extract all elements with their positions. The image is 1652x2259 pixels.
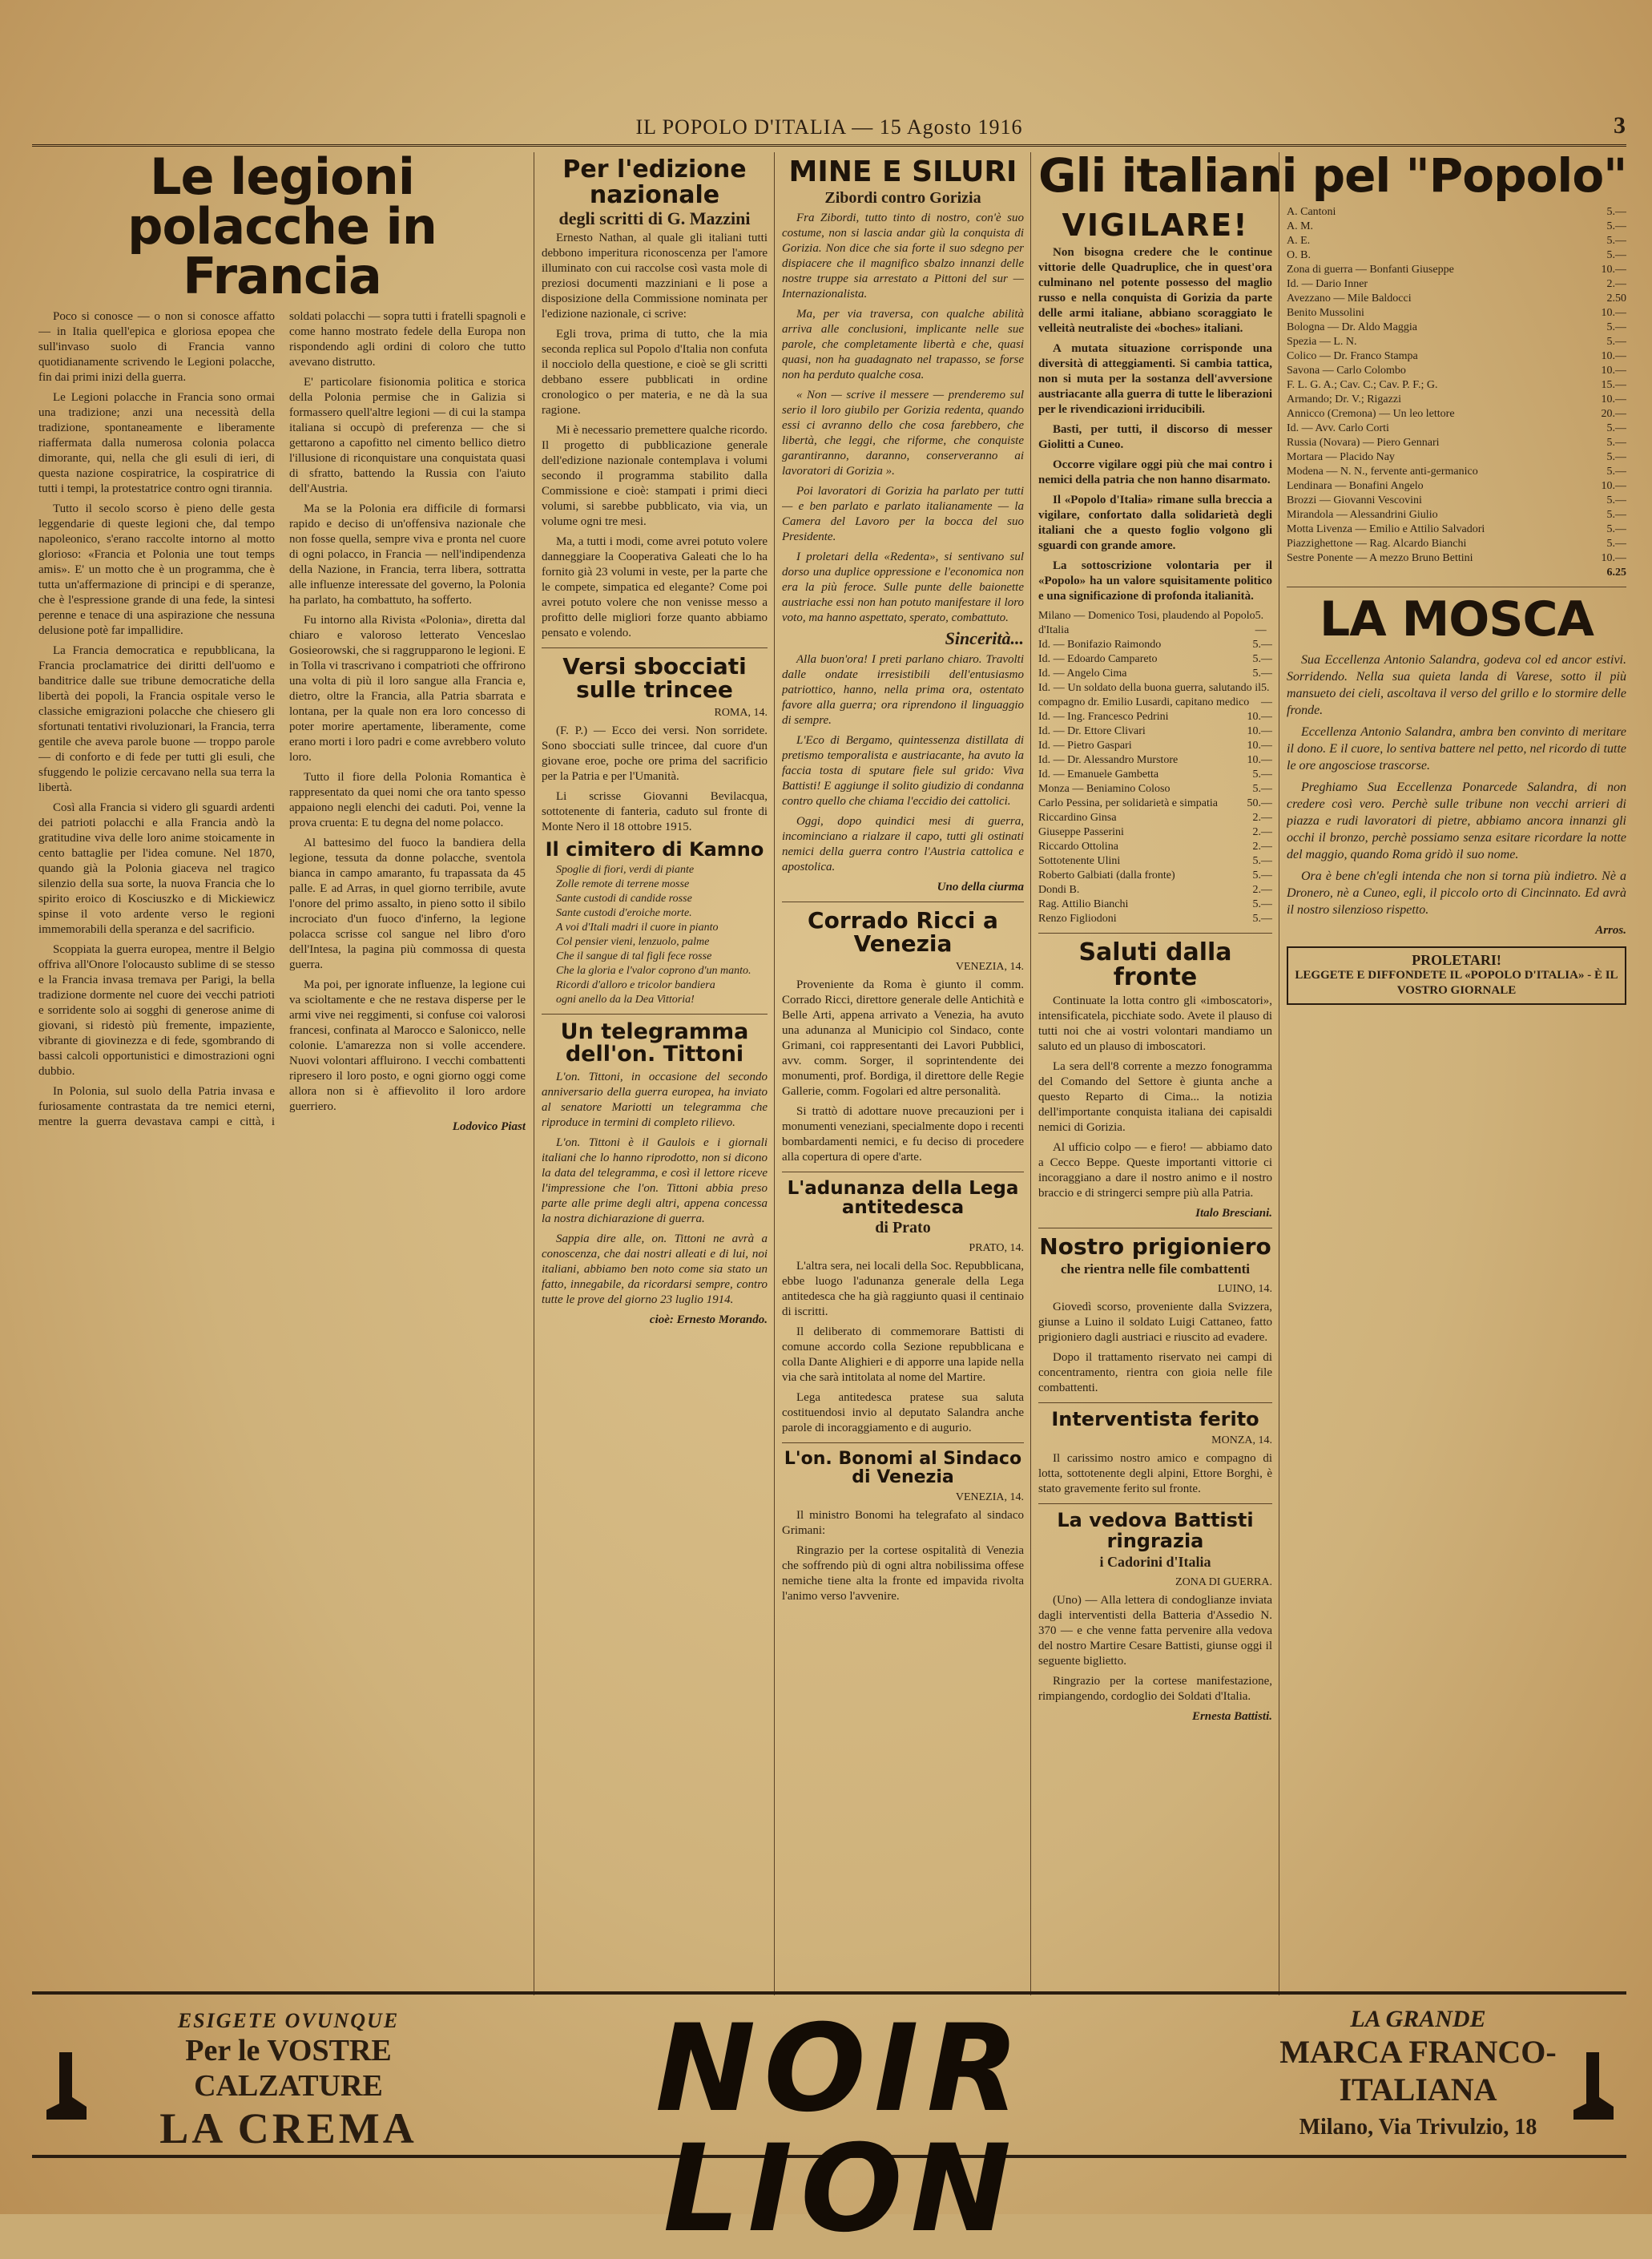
headline: Le legioni polacche in Francia	[127, 152, 437, 305]
list-item: Annicco (Cremona) — Un leo lettore 20.—	[1287, 408, 1626, 420]
page-header	[32, 112, 1626, 144]
paragraph: Il carissimo nostro amico e compagno di lotta, sottotenente degli alpini, Ettore Borghi, è stato gravemente ferito sul fronte.	[1038, 1452, 1272, 1496]
list-item: Sottotenente Ulini 5.—	[1038, 854, 1272, 867]
paragraph: Oggi, dopo quindici mesi di guerra, incominciano a rialzare il capo, tutti gli ostinati nemici della guerra contro l'Austria cattolica e apostolica.	[782, 814, 1024, 873]
column-divider	[1030, 152, 1031, 1995]
paragraph: Il «Popolo d'Italia» rimane sulla breccia a vigilare, confortato dalla solidarietà degli italiani che a questo foglio volgono gli sguardi con grande amore.	[1038, 493, 1272, 552]
paragraph: Ora è bene ch'egli intenda che non si torna più indietro. Nè a Dronero, nè a Cuneo, egli, il piccolo orto di Cincinnato. Ed avrà il nostro silenzioso rispetto.	[1287, 869, 1626, 917]
paragraph: La sottoscrizione volontaria per il «Popolo» ha un valore squisitamente politico e una significazione di profonda italianità.	[1038, 559, 1272, 603]
column-3	[782, 152, 1024, 1987]
list-item: F. L. G. A.; Cav. C.; Cav. P. F.; G. 15.—	[1287, 379, 1626, 391]
separator	[542, 1014, 768, 1015]
box-text: LEGGETE E DIFFONDETE IL «POPOLO D'ITALIA» - È IL VOSTRO GIORNALE	[1295, 969, 1618, 997]
headline-saluti: Saluti dalla fronte	[1078, 938, 1232, 992]
list-item: Motta Livenza — Emilio e Attilio Salvadori 5.—	[1287, 523, 1626, 535]
paragraph: Proveniente da Roma è giunto il comm. Corrado Ricci, direttore generale delle Antichità e Belle Arti, appena arrivato a Venezia, ha avuto una adunanza al Municipio col Sindaco, conte Grimani, coi rappresentanti dei Lavori Pubblici, avv. comm. Sorger, il soprintendente dei monumenti, prof. Bordiga, il direttore delle Regie Gallerie, comm. Fogolari ed altre personalità.	[782, 978, 1024, 1098]
list-item: Piazzighettone — Rag. Alcardo Bianchi 5.—	[1287, 538, 1626, 550]
paragraph: Preghiamo Sua Eccellenza Ponarcede Salandra, di non credere così vero. Perchè sulle tribune non vecchi arrieri di piazza e rudi lavoratori di pietre, abbiamo ancora innanzi gli occhi il bronzo, perchè possiamo senza esitare ricordare la notte del maggio, quando Roma gridò il suo nome.	[1287, 781, 1626, 861]
paragraph: L'altra sera, nei locali della Soc. Repubblicana, ebbe luogo l'adunanza generale della Lega antitedesca che ha già raggiunto quasi il centinaio di iscritti.	[782, 1259, 1024, 1318]
list-item: Id. — Angelo Cima 5.—	[1038, 667, 1272, 680]
paragraph: Fu intorno alla Rivista «Polonia», diretta dal chiaro e valoroso letterato Venceslao Gosieorowski, che si raggrupparono le legioni. E in Tolla vi trascrivano i compatrioti che offrirono una volta di più il loro sangue alla Francia e, dietro, oltre la Francia, alla Patria sbarrata e lontana, per la quale non era loro concesso di poter morire apertamente, liberamente, come erano morti i loro padri e come avrebbero voluto loro.	[289, 614, 526, 764]
list-item: Modena — N. N., fervente anti-germanico 5.—	[1287, 466, 1626, 478]
paragraph: Sappia dire alle, on. Tittoni ne avrà a conoscenza, che dai nostri alleati e di lui, noi italiani, abbiamo ben noto come sia stato un fatto, innegabile, da ricordarsi sempre, contro tutte le prove del giorno 23 luglio 1914.	[542, 1232, 768, 1306]
headline-corrado-ricci: Corrado Ricci a Venezia	[808, 906, 998, 958]
column-2	[542, 152, 768, 1987]
headline-la-mosca: LA MOSCA	[1320, 591, 1594, 647]
list-item: Id. — Avv. Carlo Corti 5.—	[1287, 422, 1626, 434]
ad-right-line1: LA GRANDE	[1350, 2006, 1486, 2032]
paragraph: Poi lavoratori di Gorizia ha parlato per tutti — e ben parlato e parlato italianamente — la Camera del Lavoro per la bocca del suo Presidente.	[782, 484, 1024, 543]
headline-versi: Versi sbocciati sulle trincee	[562, 653, 747, 704]
subscription-list	[1287, 205, 1626, 580]
boot-icon	[1570, 2051, 1615, 2123]
list-item: Benito Mussolini 10.—	[1287, 307, 1626, 319]
ad-right-line3: Milano, Via Trivulzio, 18	[1299, 2115, 1537, 2140]
section-title-sincerita: Sincerità...	[945, 627, 1024, 648]
separator	[1038, 1503, 1272, 1504]
paragraph: Ma, per via traversa, con qualche abilità arriva alle conclusioni, implicante nelle sue parole, che completamente libertà e che, quasi quasi, non ha guadagnato nel trapasso, se forse non ha perduto qualche cosa.	[782, 307, 1024, 381]
byline: Arros.	[1595, 924, 1626, 937]
dateline: VENEZIA, 14.	[955, 960, 1024, 973]
ad-brand-name: NOIR LION	[655, 1999, 1028, 2259]
paragraph: Poco si conosce — o non si conosce affatto — in Italia quell'epica e gloriosa epopea che sull'invaso suolo di Francia vanno quotidianamente scrivendo le Legioni polacche, fin dai primi inizi della guerra.	[38, 310, 275, 384]
list-item: A. E. 5.—	[1287, 235, 1626, 247]
paragraph: Dopo il trattamento riservato nei campi di concentramento, rientra con gioia nelle file combattenti.	[1038, 1351, 1272, 1395]
separator	[1038, 1402, 1272, 1403]
headline-vedova-battisti: La vedova Battisti ringrazia	[1057, 1509, 1254, 1552]
paragraph: Egli trova, prima di tutto, che la mia seconda replica sul Popolo d'Italia non confuta il nocciolo della questione, e cioè se gli scritti debbano essere pubblicati in ordine cronologico o per materia, e ne dà la sua ragione.	[542, 328, 768, 417]
ad-left-block	[120, 2009, 457, 2153]
proletari-box	[1287, 946, 1626, 1005]
paragraph: Mi è necessario premettere qualche ricordo. Il progetto di pubblicazione generale dell'edizione nazionale contemplava i volumi secondo il programma stabilito dalla Commissione e cioè: stampati i primi dieci volumi, si sarebbe pubblicato, via via, un volume ogni tre mesi.	[542, 424, 768, 528]
byline: Lodovico Piast	[452, 1120, 526, 1133]
column-5	[1287, 205, 1626, 1987]
poem-line: Spoglie di fiori, verdi di piante	[556, 863, 695, 876]
paragraph: (Uno) — Alla lettera di condoglianze inviata dagli interventisti della Batteria d'Assedio N. 370 — e che venne fatta pervenire alla vedova del nostro Martire Cesare Battisti, giunse oggi il seguente biglietto.	[1038, 1593, 1272, 1668]
headline-vigilare: VIGILARE!	[1062, 208, 1249, 243]
ad-left-line1: ESIGETE OVUNQUE	[177, 2009, 400, 2032]
paragraph: La sera dell'8 corrente a mezzo fonogramma del Comando del Settore è giunta anche a questo Reparto di Cima... la notizia dell'importante conquista italiana dei capisaldi nemici di Gorizia.	[1038, 1059, 1272, 1134]
list-item: Mirandola — Alessandrini Giulio 5.—	[1287, 509, 1626, 521]
paragraph: Fra Zibordi, tutto tinto di nostro, con'è suo costume, non si lascia andar giù la conquista di Gorizia. Non dice che sia forte il suo sdegno per dispiacere che il magnifico sbalzo innanzi delle nostre truppe sia arrestato a Pittoni del sur — Internazionalista.	[782, 211, 1024, 301]
paragraph: Basti, per tutti, il discorso di messer Giolitti a Cuneo.	[1038, 422, 1272, 451]
paragraph: In Polonia, sul suolo della Patria invasa e furiosamente contrastata da tre nemici eterni, mentre la guerra devastava campi e città, i soldati polacchi — sopra tutti i fratelli spagnoli e come hanno mostrato fedele della Europa non rispondendo agli ordini di coloro che tutto avevano distrutto.	[38, 310, 526, 1128]
byline: cioè: Ernesto Morando.	[649, 1313, 768, 1326]
headline-prigioniero: Nostro prigioniero	[1039, 1232, 1271, 1260]
header-rule	[32, 144, 1626, 147]
headline-mine-siluri: MINE E SILURI	[788, 155, 1017, 188]
list-item: Roberto Galbiati (dalla fronte) 5.—	[1038, 869, 1272, 881]
subheadline: di Prato	[875, 1218, 931, 1236]
list-item: Zona di guerra — Bonfanti Giuseppe 10.—	[1287, 264, 1626, 276]
subheadline: che rientra nelle file combattenti	[1060, 1261, 1251, 1277]
masthead-line: IL POPOLO D'ITALIA — 15 Agosto 1916	[635, 115, 1023, 139]
headline-mazzini: Per l'edizione nazionale	[562, 155, 747, 209]
list-item: Id. — Emanuele Gambetta 5.—	[1038, 768, 1272, 781]
list-item: Id. — Dr. Ettore Clivari 10.—	[1038, 724, 1272, 737]
list-item: Id. — Un soldato della buona guerra, salutando il compagno dr. Emilio Lusardi, capitano medico 5.—	[1038, 681, 1272, 708]
list-item: Brozzi — Giovanni Vescovini 5.—	[1287, 494, 1626, 506]
ad-left-line2: Per le VOSTRE CALZATURE	[185, 2034, 392, 2103]
paragraph: Ma poi, per ignorate influenze, la legione cui va scioltamente e che ne restava disperse per le armi vive nei reggimenti, si confuse coi valorosi francesi, confinata al Marocco e Salonicco, nelle colonie. L'amarezza non si volle accendere. Nuovi volontari affluirono. I vecchi combattenti ripresero il loro posto, e ogni giorno oggi come allora non si è affievolito il loro ardore guerriero.	[289, 978, 526, 1113]
list-item: Id. — Pietro Gaspari 10.—	[1038, 739, 1272, 752]
separator	[782, 1442, 1024, 1443]
list-item: Bologna — Dr. Aldo Maggia 5.—	[1287, 321, 1626, 333]
separator	[542, 647, 768, 648]
list-item: Monza — Beniamino Coloso 5.—	[1038, 782, 1272, 795]
paragraph: L'on. Tittoni, in occasione del secondo anniversario della guerra europea, ha inviato al senatore Mariotti un telegramma che riproduce in termini di completo rilievo.	[542, 1070, 768, 1129]
paragraph: (F. P.) — Ecco dei versi. Non sorridete. Sono sbocciati sulle trincee, dal cuore d'un giovane eroe, poche ore prima del sacrificio per la Patria e per l'Umanità.	[542, 724, 768, 783]
column-4	[1038, 205, 1272, 1987]
paragraph: Al ufficio colpo — e fiero! — abbiamo dato a Cecco Beppe. Queste importanti vittorie ci incoraggiano a dare il nostro animo e il nostro braccio e di stringerci sempre più alla Patria.	[1038, 1140, 1272, 1200]
paragraph: Ringrazio per la cortese manifestazione, rimpiangendo, cordoglio dei Soldati d'Italia.	[1038, 1674, 1272, 1703]
paragraph: Eccellenza Antonio Salandra, ambra ben convinto di meritare il dono. E il cuore, lo sentiva battere nel petto, nel ricordo di tutte le ore angosciose trascorse.	[1287, 725, 1626, 772]
paragraph: Li scrisse Giovanni Bevilacqua, sottotenente di fanteria, caduto sul fronte di Monte Nero il 18 ottobre 1915.	[542, 789, 768, 833]
paragraph: « Non — scrive il messere — prenderemo sul serio il loro giubilo per Gorizia redenta, quando essi ci avranno dello che cosa farebbero, che libertà, che leggi, che riforme, che conquiste garantiranno, daranno, conserveranno ai lavoratori di Gorizia ».	[782, 388, 1024, 478]
list-item: Colico — Dr. Franco Stampa 10.—	[1287, 350, 1626, 362]
poem-line: Sante custodi di candide rosse	[556, 892, 692, 905]
list-item: Id. — Bonifazio Raimondo 5.—	[1038, 638, 1272, 651]
paragraph: Scoppiata la guerra europea, mentre il Belgio offriva all'Onore l'olocausto sublime di se stesso e la Francia invasa tremava per Parigi, la bella tradizione dormente nel cuore dei vecchi patrioti e sorridente solo ai sogghi di generose anime di giovani, si ridestò più fremente, impaziente, vibrante di giovinezza e di fede, sgombrando di bassi calcoli opportunistici e dimostrazioni ogni dubbio.	[38, 943, 275, 1078]
dateline: ROMA, 14.	[714, 706, 768, 719]
dateline: VENEZIA, 14.	[955, 1491, 1024, 1504]
paragraph: Così alla Francia si videro gli sguardi ardenti dei patrioti polacchi e alla Francia andò la gratitudine viva delle loro anime stoicamente in cento battaglie per l'idea comune. Nel 1870, quando già la Polonia giaceva nel tragico silenzio della sua sorte, la nuova Francia che lo spirito eroico di Kosciuszko e di Mickiewicz spinse il voto ardente verso le regioni immemorabili della speranza e del sacrificio.	[38, 801, 275, 936]
poem-line: Col pensier vieni, lenzuolo, palme	[556, 935, 710, 948]
paragraph: Lega antitedesca pratese sua saluta costituendosi invio al deputato Salandra anche parole di incoraggiamento e di augurio.	[782, 1390, 1024, 1434]
list-item: Russia (Novara) — Piero Gennari 5.—	[1287, 437, 1626, 449]
list-item: Renzo Figliodoni 5.—	[1038, 912, 1272, 925]
list-item: Lendinara — Bonafini Angelo 10.—	[1287, 480, 1626, 492]
ad-left-line3: LA CREMA	[159, 2104, 417, 2152]
ad-right-line2: MARCA FRANCO-ITALIANA	[1279, 2034, 1557, 2108]
paragraph: Al battesimo del fuoco la bandiera della legione, tessuta da donne polacche, sventola bianca in campo amaranto, fu trapassata da 45 palle. E ad Arras, in quel giorno terribile, avute l'onore del primo assalto, in pieno sotto il sibilo incrociato d'un fuoco d'inferno, la legione polacca scrisse col sangue nel libro d'oro dell'Intesa, la pagina più commossa di questa guerra.	[289, 837, 526, 971]
list-item: Id. — Dr. Alessandro Murstore 10.—	[1038, 753, 1272, 766]
paragraph: Ringrazio per la cortese ospitalità di Venezia che soffrendo più di ogni altra nobilissima offese nemiche tiene alta la fronte ed impavida rivolta l'animo verso l'avvenire.	[782, 1544, 1024, 1603]
list-item: O. B. 5.—	[1287, 249, 1626, 261]
article-legioni-polacche	[38, 152, 526, 1987]
poem-title: Il cimitero di Kamno	[545, 837, 764, 861]
list-item: Rag. Attilio Bianchi 5.—	[1038, 898, 1272, 910]
list-item: Armando; Dr. V.; Rigazzi 10.—	[1287, 393, 1626, 405]
poem-line: A voi d'Itali madri il cuore in pianto	[556, 921, 719, 934]
poem-line: Che la gloria e l'valor coprono d'un manto.	[556, 964, 751, 977]
headline-italiani-popolo: Gli italiani pel "Popolo"	[1038, 152, 1627, 203]
paragraph: Tutto il fiore della Polonia Romantica è rappresentato da quei nomi che ora tanto spesso appaiono negli elenchi dei caduti. Poi, venne la prova cruenta: E tu degna del nome polacco.	[289, 771, 526, 829]
separator	[1038, 933, 1272, 934]
list-item: Giuseppe Passerini 2.—	[1038, 825, 1272, 838]
paragraph: Ernesto Nathan, al quale gli italiani tutti debbono imperitura riconoscenza per l'amore illuminato con cui raccolse così vasta mole di preziosi documenti mazziniani e li pose a disposizione della Commissione nominata per l'edizione nazionale, ci scrive:	[542, 232, 768, 321]
paragraph: Continuate la lotta contro gli «imboscatori», intensificatela, picchiate sodo. Avete il plauso di tutti noi che ai vostri volontari mandiamo un saluto ed un plauso di imboscatori.	[1038, 994, 1272, 1053]
poem-line: Che il sangue di tal figli fece rosse	[556, 950, 712, 962]
byline: Uno della ciurma	[937, 880, 1024, 894]
column-divider	[774, 152, 775, 1995]
poem	[556, 863, 768, 1007]
headline-bonomi: L'on. Bonomi al Sindaco di Venezia	[784, 1448, 1022, 1487]
paragraph: Le Legioni polacche in Francia sono ormai una tradizione; anzi una necessità della tradizione, spontaneamente e liberamente riaffermata dalla numerosa colonia polacca dimorante, qui, nella che gli esuli di ieri, di questa nazione cospiratrice, la cospiratrice di tutti i tempi, la protestatrice contro ogni tirannia.	[38, 391, 275, 495]
poem-line: Sante custodi d'eroiche morte.	[556, 906, 692, 919]
list-item: Id. — Edoardo Campareto 5.—	[1038, 652, 1272, 665]
paragraph: Non bisogna credere che le continue vittorie delle Quadruplice, che in quest'ora culminano nel potente possesso del maglio russo e nella conquista di Gorizia da parte delle armi italiane, abbiano scoraggiato le velleità neutraliste dei «boches» italiani.	[1038, 245, 1272, 335]
paragraph: Ma se la Polonia era difficile di formarsi rapido e deciso di un'offensiva nazionale che non fosse quella, sempre viva e pronta nel cuore di ogni polacco, in Francia — nell'indipendenza della Nazione, in Francia, terra libera, sottratta alle influenze interessate del governo, la Polonia ha parlato, ha combattuto, ha sofferto.	[289, 502, 526, 607]
list-item: Id. — Ing. Francesco Pedrini 10.—	[1038, 710, 1272, 723]
subheadline: degli scritti di G. Mazzini	[558, 208, 751, 228]
list-item: Riccardo Ottolina 2.—	[1038, 840, 1272, 853]
dateline: ZONA DI GUERRA.	[1175, 1575, 1272, 1588]
list-total: 6.25	[1606, 567, 1626, 579]
paragraph: Sua Eccellenza Antonio Salandra, godeva col ed ancor estivi. Sorridendo. Nella sua quieta landa di Varese, sotto il più mansueto dei cieli, ascoltava il verso del grillo e lo stormire delle fronde.	[1287, 653, 1626, 717]
ad-right-block	[1234, 2006, 1602, 2140]
list-item: Dondi B. 2.—	[1038, 883, 1272, 896]
list-item: Id. — Dario Inner 2.—	[1287, 278, 1626, 290]
page-number: 3	[1614, 112, 1626, 139]
subheadline: Zibordi contro Gorizia	[824, 188, 981, 207]
paragraph: Si trattò di adottare nuove precauzioni per i monumenti veneziani, specialmente dopo i recenti bombardamenti nemici, e fu deciso di procedere alla copertura di opere d'arte.	[782, 1104, 1024, 1164]
list-item: Savona — Carlo Colombo 10.—	[1287, 365, 1626, 377]
list-item: A. M. 5.—	[1287, 220, 1626, 232]
subheadline: i Cadorini d'Italia	[1099, 1553, 1211, 1570]
dateline: MONZA, 14.	[1211, 1434, 1272, 1447]
headline-tittoni: Un telegramma dell'on. Tittoni	[560, 1019, 749, 1067]
boot-icon	[43, 2051, 88, 2123]
paragraph: La Francia democratica e repubblicana, la Francia proclamatrice dei diritti dell'uomo e banditrice dalle sue tribune democratiche della libertà dei popoli, la Francia ospitale verso le classiche emigrazioni polacche che chiesero gli sfortunati tentativi rivoluzionari, la Francia, terra gentile che aveva parole buone — troppo parole — di conforto e di fede per tutti gli esuli, che sfuggendo le polizie cercavano nella sua terra la libertà.	[38, 644, 275, 794]
paragraph: E' particolare fisionomia politica e storica della Polonia permise che in Galizia si formassero quell'altre legioni — di cui la stampa italiana si occupò di preferenza — che si gettarono a capofitto nel cimento bellico dietro l'illusione di riconquistare una conquistata quasi di sfratto, battendo la Russia con l'aiuto dell'Austria.	[289, 376, 526, 495]
paragraph: Ma, a tutti i modi, come avrei potuto volere danneggiare la Cooperativa Galeati che lo ha fornito già 23 volumi in veste, per la parte che le compete, simpatica ed elegante? Come poi avrei potuto volere che non venisse messo a profitto delle migliori forze quanto abbiamo pensato e volendo.	[542, 535, 768, 639]
paragraph: Tutto il secolo scorso è pieno delle gesta leggendarie di queste legioni che, dal tempo napoleonico, s'erano raccolte intorno al motto glorioso: «Francia et Polonia une tout temps amis». E' un motto che è un programma, che è tutta un'affermazione di principi e di speranze, che è l'espressione grande di una fede, la sintesi perenne e tenace di una aspirazione che nessuna delusione potè far impallidire.	[38, 502, 275, 637]
paragraph: Giovedì scorso, proveniente dalla Svizzera, giunse a Luino il soldato Luigi Cattaneo, fatto prigioniero dagli austriaci e riuscito ad evadere.	[1038, 1301, 1272, 1345]
paragraph: L'on. Tittoni è il Gaulois e i giornali italiani che lo hanno riprodotto, non si dicono la data del telegramma, e così il lettore riceve l'impressione che l'on. Tittoni abbia preso parte alle prime degli altri, appena concessa la nostra dichiarazione di guerra.	[542, 1136, 768, 1225]
list-item: Spezia — L. N. 5.—	[1287, 336, 1626, 348]
paragraph: Occorre vigilare oggi più che mai contro i nemici della patria che non hanno disarmato.	[1038, 458, 1272, 486]
paragraph: L'Eco di Bergamo, quintessenza distillata di pretismo temporalista e austriacante, ha avuto la faccia tosta di sputare fiele sul grido: Viva Battisti! E aggiunge il solito giudizio di condanna contro quello che chiama l'eccidio dei cattolici.	[782, 733, 1024, 808]
dateline: LUINO, 14.	[1217, 1283, 1272, 1296]
paragraph: Alla buon'ora! I preti parlano chiaro. Travolti dalle ondate irresistibili dell'entusiasmo patriottico, hanno, nella prima ora, ostentato favore alla guerra; ora riprendono il linguaggio di sempre.	[782, 652, 1024, 727]
list-item: Carlo Pessina, per solidarietà e simpatia 50.—	[1038, 797, 1272, 809]
byline: Ernesta Battisti.	[1191, 1709, 1272, 1723]
poem-line: ogni anello da la Dea Vittoria!	[556, 993, 695, 1006]
dateline: PRATO, 14.	[969, 1241, 1024, 1254]
noir-lion-advertisement	[32, 1991, 1626, 2259]
list-item: Riccardino Ginsa 2.—	[1038, 811, 1272, 824]
poem-line: Zolle remote di terrene mosse	[556, 877, 690, 890]
box-title: PROLETARI!	[1412, 952, 1501, 968]
list-item: Mortara — Placido Nay 5.—	[1287, 451, 1626, 463]
paragraph: Il deliberato di commemorare Battisti di comune accordo colla Sezione repubblicana e colla Dante Alighieri e di apporre una lapide nella via che sarà intitolata al nome del Martire.	[782, 1325, 1024, 1384]
paragraph: A mutata situazione corrisponde una diversità di atteggiamenti. Si cambia tattica, non si muta per la sostanza dell'avversione austriacante alla guerra di tutte le liberazioni per le rivendicazioni irriducibili.	[1038, 341, 1272, 416]
list-item: A. Cantoni 5.—	[1287, 206, 1626, 218]
list-item: Milano — Domenico Tosi, plaudendo al Popolo d'Italia 5.—	[1038, 609, 1267, 636]
subscription-list	[1038, 609, 1272, 926]
byline: Italo Bresciani.	[1195, 1206, 1272, 1220]
list-item: Avezzano — Mile Baldocci 2.50	[1287, 292, 1626, 305]
paragraph: Il ministro Bonomi ha telegrafato al sindaco Grimani:	[782, 1509, 1024, 1538]
headline-lega-antitedesca: L'adunanza della Lega antitedesca	[787, 1177, 1019, 1218]
paragraph: I proletari della «Redenta», si sentivano sul dorso una duplice oppressione e l'economica non era la più feroce. Sulle punte delle baionette austriache essi non han potuto manifestare il loro voto, ma hanno aspettato, sperato, combattuto.	[782, 550, 1024, 624]
list-item: Sestre Ponente — A mezzo Bruno Bettini 10.—	[1287, 552, 1626, 564]
headline-interventista: Interventista ferito	[1051, 1408, 1259, 1431]
poem-line: Ricordi d'alloro e tricolor bandiera	[556, 978, 715, 991]
